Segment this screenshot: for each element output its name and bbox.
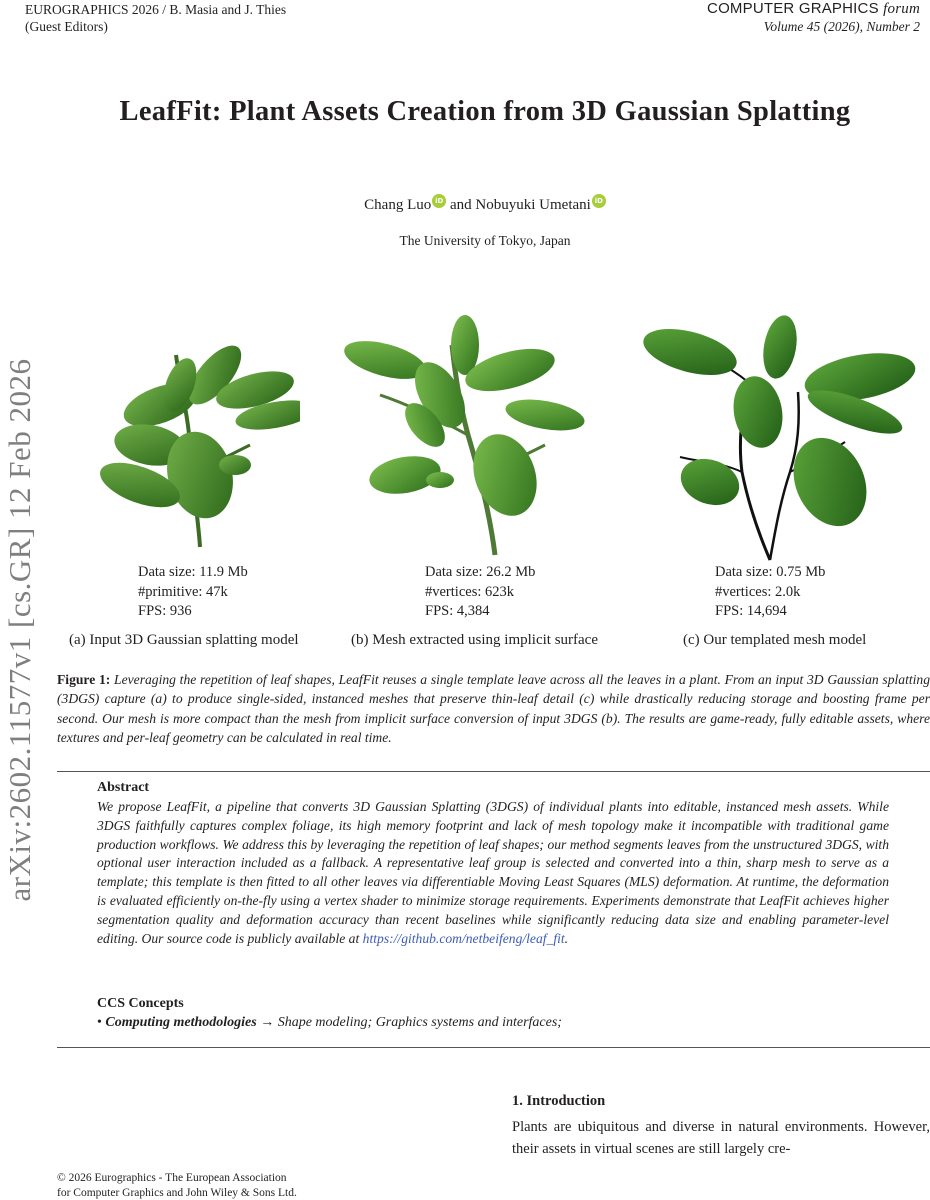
divider (57, 771, 930, 772)
section-heading: 1. Introduction (512, 1093, 606, 1109)
arxiv-stamp: arXiv:2602.11577v1 [cs.GR] 12 Feb 2026 (2, 358, 37, 902)
intro-text: Plants are ubiquitous and diverse in natural environments. However, their assets in virtual scenes are still largely cre- (512, 1119, 930, 1157)
panel-b-stats: Data size: 26.2 Mb #vertices: 623k FPS: 4,384 (425, 564, 536, 619)
arrow: → (260, 1015, 275, 1030)
caption-label: Figure 1: (57, 672, 111, 687)
author-conjunction: and (450, 197, 472, 213)
plant-image-gaussian (60, 315, 300, 565)
subcaption-a: (a) Input 3D Gaussian splatting model (69, 632, 299, 648)
volume-line: Volume 45 (2026), Number 2 (763, 19, 920, 34)
copyright-notice: © 2026 Eurographics - The European Association for Computer Graphics and John Wiley & Sons Ltd. (57, 1172, 297, 1199)
orcid-icon[interactable]: iD (592, 194, 606, 208)
ccs-concept-name: Computing methodologies (105, 1015, 257, 1030)
orcid-icon[interactable]: iD (432, 194, 446, 208)
subcaption-b: (b) Mesh extracted using implicit surface (351, 632, 599, 648)
author-list (40, 194, 930, 214)
ccs-detail: Shape modeling; Graphics systems and interfaces; (277, 1015, 562, 1030)
ccs-concept (97, 1015, 562, 1031)
conference-line: EUROGRAPHICS 2026 / B. Masia and J. Thies (25, 2, 287, 17)
plant-image-implicit-mesh (340, 315, 590, 565)
journal-name: COMPUTER GRAPHICS forum (707, 0, 920, 17)
caption-text: Leveraging the repetition of leaf shapes, LeafFit reuses a single template leave across all the leaves in a plant. From an input 3D Gaussian splatting (3DGS) capture (a) to produce single-sided, instanced meshes that preserve thin-leaf detail (c) while drastically reducing storage and boosting frame per second. Our mesh is more compact than the mesh from implicit surface conversion of input 3DGS (b). The results are game-ready, fully editable assets, where textures and per-leaf geometry can be calculated in real time. (57, 672, 930, 745)
affiliation: The University of Tokyo, Japan (399, 233, 571, 248)
author-name: Chang Luo (364, 197, 432, 213)
divider (57, 1047, 930, 1048)
subcaption-c: (c) Our templated mesh model (683, 632, 867, 648)
source-code-link[interactable]: https://github.com/netbeifeng/leaf_fit (362, 930, 565, 946)
ccs-heading: CCS Concepts (97, 996, 184, 1011)
bullet: • (97, 1015, 102, 1030)
figure-caption (57, 670, 930, 747)
plant-image-templated-mesh (630, 312, 920, 567)
abstract-text: We propose LeafFit, a pipeline that converts 3D Gaussian Splatting (3DGS) of individual plants into editable, instanced mesh assets. While 3DGS faithfully captures complex foliage, its high memory footprint and lack of mesh topology make it incompatible with traditional game production workflows. We address this by leveraging the repetition of leaf shapes; our method segments leaves from the unstructured 3DGS, with optional user interaction included as a fallback. A representative leaf group is selected and converted into a thin, sharp mesh to serve as a template; this template is then fitted to all other leaves via differentiable Moving Least Squares (MLS) deformation. At runtime, the deformation is evaluated efficiently on-the-fly using a vertex shader to minimize storage requirements. Experiments demonstrate that LeafFit achieves higher segmentation quality and deformation accuracy than recent baselines while significantly reducing data size and enabling parameter-level editing. Our source code is publicly available at https://github.com/netbeifeng/leaf_fit. (97, 799, 889, 946)
author-name: Nobuyuki Umetani (475, 197, 591, 213)
panel-c-stats: Data size: 0.75 Mb #vertices: 2.0k FPS: 14,694 (715, 564, 826, 619)
running-header-right (707, 0, 920, 35)
abstract-heading: Abstract (97, 780, 150, 795)
paper-title: LeafFit: Plant Assets Creation from 3D Gaussian Splatting (119, 96, 851, 127)
panel-a-stats: Data size: 11.9 Mb #primitive: 47k FPS: 936 (138, 564, 248, 619)
editors-line: (Guest Editors) (25, 19, 108, 34)
running-header-left (25, 1, 286, 35)
